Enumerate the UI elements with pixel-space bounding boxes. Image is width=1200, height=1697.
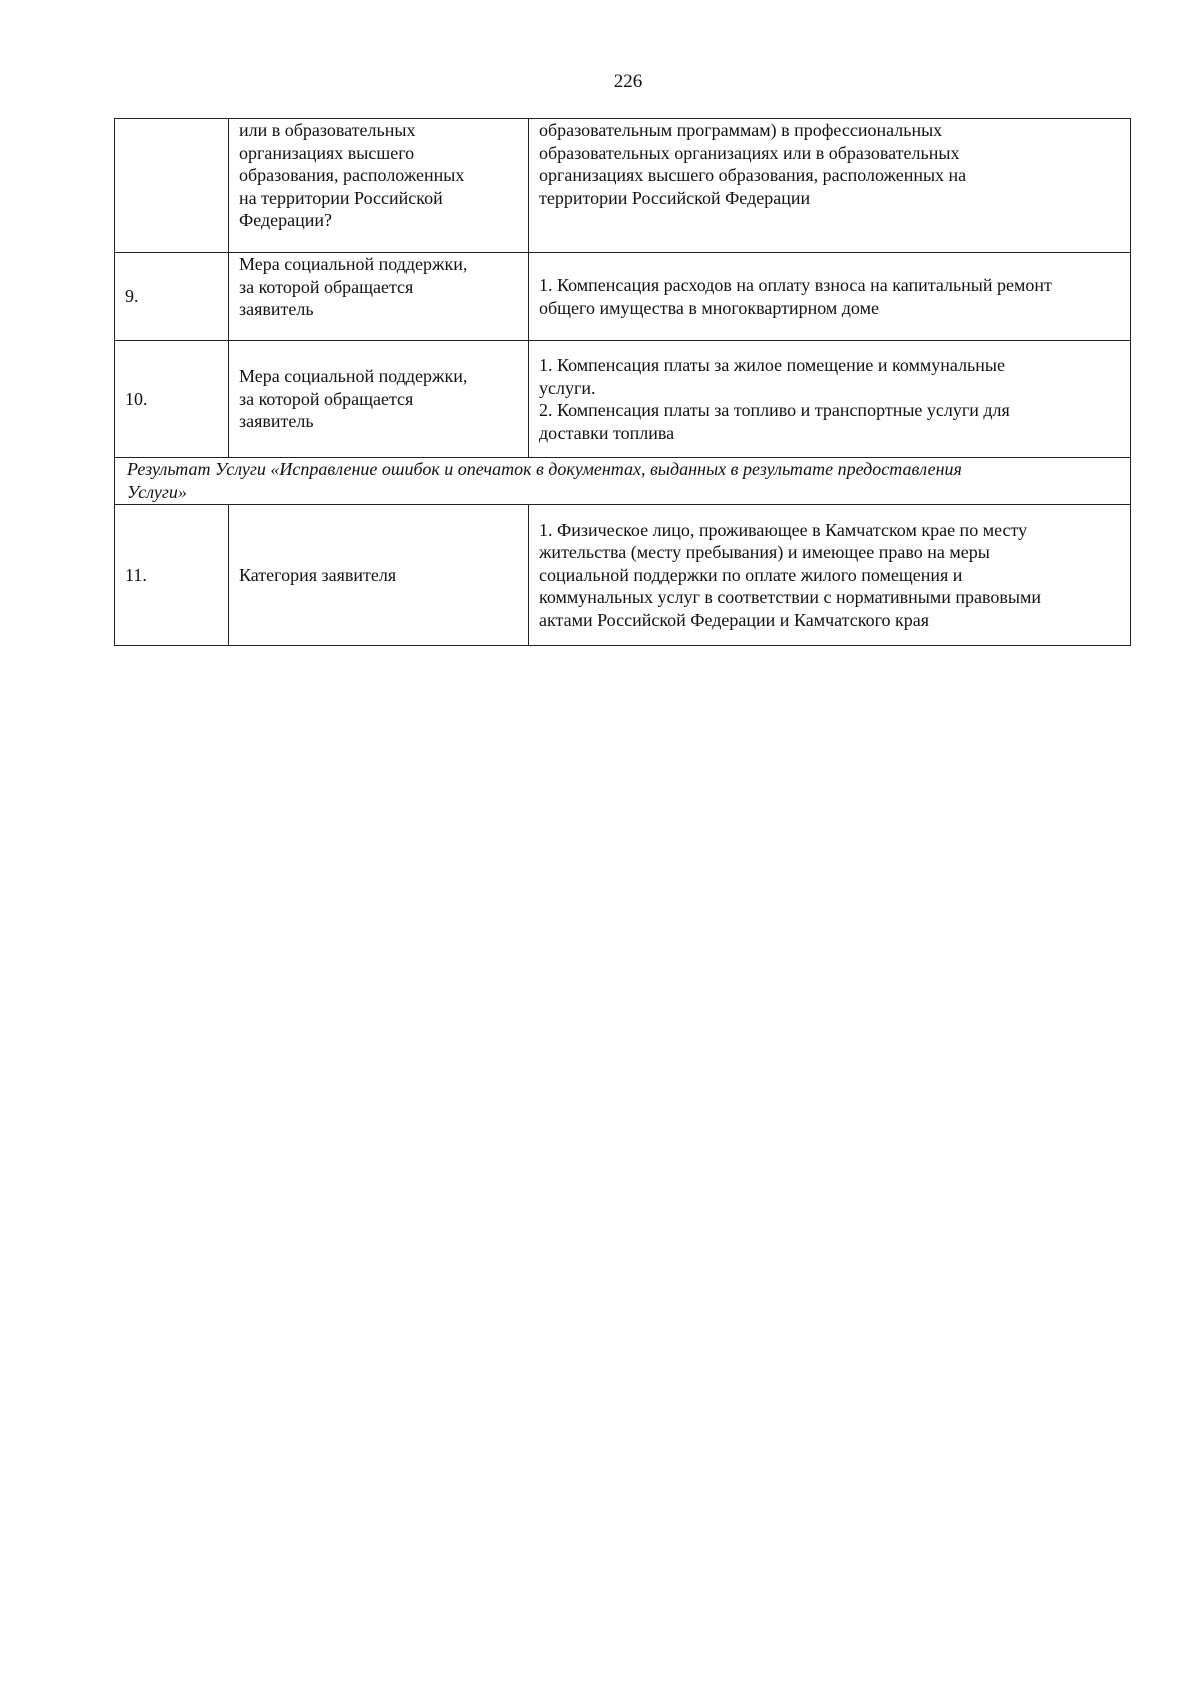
row-label: или в образовательных организациях высшего образования, расположенных на территории Российской Федерации?: [239, 120, 465, 230]
row-value: 1. Физическое лицо, проживающее в Камчатском крае по месту жительства (месту пребывания) и имеющее право на меры социальной поддержки по оплате жилого помещения и коммунальных услуг в соответствии с нормативными правовыми актами Российской Федерации и Камчатского края: [539, 519, 1042, 630]
row-label-cell: [229, 505, 529, 646]
table-row: [115, 119, 1131, 253]
row-number: 11.: [125, 564, 147, 585]
row-number: 10.: [125, 388, 148, 409]
row-value: 1. Компенсация платы за жилое помещение и коммунальные услуги. 2. Компенсация платы за топливо и транспортные услуги для доставки топлива: [539, 355, 1010, 443]
row-label-cell: [229, 341, 529, 458]
row-label-cell: [229, 119, 529, 253]
row-number-cell: [115, 341, 229, 458]
row-number-cell: [115, 505, 229, 646]
row-value-cell: [529, 505, 1131, 646]
row-label: Мера социальной поддержки, за которой обращается заявитель: [239, 366, 468, 432]
table-row: [115, 505, 1131, 646]
table-row: [115, 341, 1131, 458]
row-number-cell: [115, 119, 229, 253]
row-value: образовательным программам) в профессиональных образовательных организациях или в образовательных организациях высшего образования, расположенных на территории Российской Федерации: [539, 120, 967, 208]
row-number-cell: [115, 253, 229, 341]
row-label-cell: [229, 253, 529, 341]
row-label: Категория заявителя: [239, 564, 397, 585]
row-number: 9.: [125, 286, 139, 307]
section-title: Результат Услуги «Исправление ошибок и опечаток в документах, выданных в результате предоставления Услуги»: [127, 459, 962, 502]
row-value: 1. Компенсация расходов на оплату взноса на капитальный ремонт общего имущества в многоквартирном доме: [539, 275, 1052, 318]
section-title-cell: [115, 458, 1131, 505]
section-row: [115, 458, 1131, 505]
row-value-cell: [529, 119, 1131, 253]
table-row: [115, 253, 1131, 341]
row-value-cell: [529, 253, 1131, 341]
document-table: [114, 118, 1131, 646]
row-value-cell: [529, 341, 1131, 458]
row-label: Мера социальной поддержки, за которой обращается заявитель: [239, 254, 468, 319]
page-number: 226: [613, 71, 643, 92]
